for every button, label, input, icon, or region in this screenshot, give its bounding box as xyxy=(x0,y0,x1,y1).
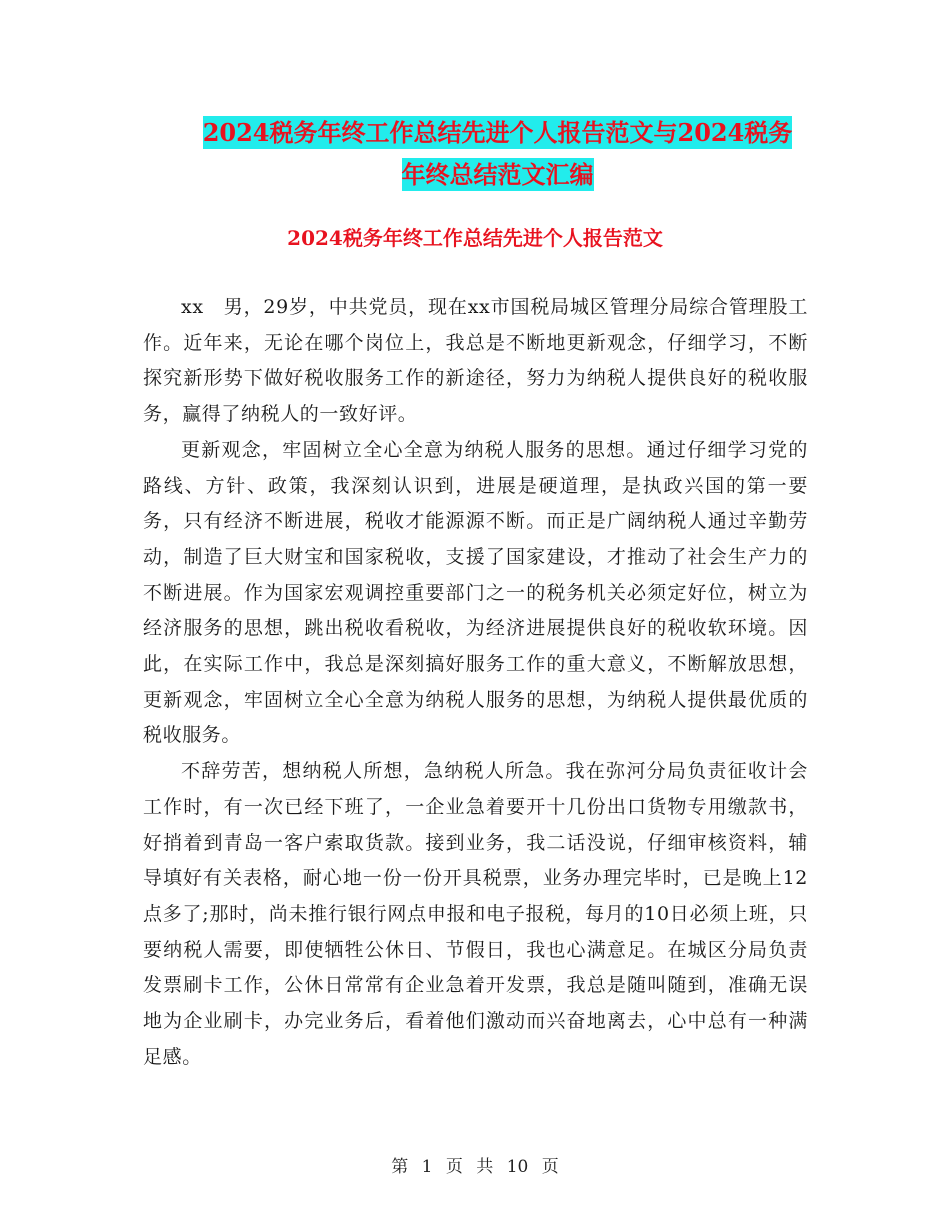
page-label-suffix: 页 xyxy=(541,1157,559,1177)
section-title: 2024税务年终工作总结先进个人报告范文 xyxy=(287,226,663,250)
document-title-line1: 2024税务年终工作总结先进个人报告范文与2024税务 xyxy=(202,118,793,147)
page-total: 10 xyxy=(506,1157,529,1177)
page-label-mid: 页 xyxy=(445,1157,463,1177)
paragraph: 不辞劳苦，想纳税人所想，急纳税人所急。我在弥河分局负责征收计会工作时，有一次已经下班了，一企业急着要开十几份出口货物专用缴款书，好捎着到青岛一客户索取货款。接到业务，我二话没说，仔细审核资料，辅导填好有关表格，耐心地一份一份开具税票，业务办理完毕时，已是晚上12点多了;那时，尚未推行银行网点申报和电子报税，每月的10日必须上班，只要纳税人需要，即使牺牲公休日、节假日，我也心满意足。在城区分局负责发票刷卡工作，公休日常常有企业急着开发票，我总是随叫随到，准确无误地为企业刷卡，办完业务后，看着他们激动而兴奋地离去，心中总有一种满足感。 xyxy=(143,760,808,1068)
paragraph: 更新观念，牢固树立全心全意为纳税人服务的思想。通过仔细学习党的路线、方针、政策，我深刻认识到，进展是硬道理，是执政兴国的第一要务，只有经济不断进展，税收才能源源不断。而正是广阔纳税人通过辛勤劳动，制造了巨大财宝和国家税收，支援了国家建设，才推动了社会生产力的不断进展。作为国家宏观调控重要部门之一的税务机关必须定好位，树立为经济服务的思想，跳出税收看税收，为经济进展提供良好的税收软环境。因此，在实际工作中，我总是深刻搞好服务工作的重大意义，不断解放思想，更新观念，牢固树立全心全意为纳税人服务的思想，为纳税人提供最优质的税收服务。 xyxy=(143,438,808,747)
document-title-line2: 年终总结范文汇编 xyxy=(401,160,594,189)
document-title xyxy=(140,112,855,196)
document-body xyxy=(143,290,808,1075)
page-label-prefix: 第 xyxy=(391,1157,409,1177)
page-total-prefix: 共 xyxy=(476,1157,494,1177)
paragraph: xx 男，29岁，中共党员，现在xx市国税局城区管理分局综合管理股工作。近年来，无论在哪个岗位上，我总是不断地更新观念，仔细学习，不断探究新形势下做好税收服务工作的新途径，努力为纳税人提供良好的税收服务，赢得了纳税人的一致好评。 xyxy=(143,296,808,426)
page-footer xyxy=(0,1152,950,1177)
page-number: 1 xyxy=(421,1157,433,1177)
